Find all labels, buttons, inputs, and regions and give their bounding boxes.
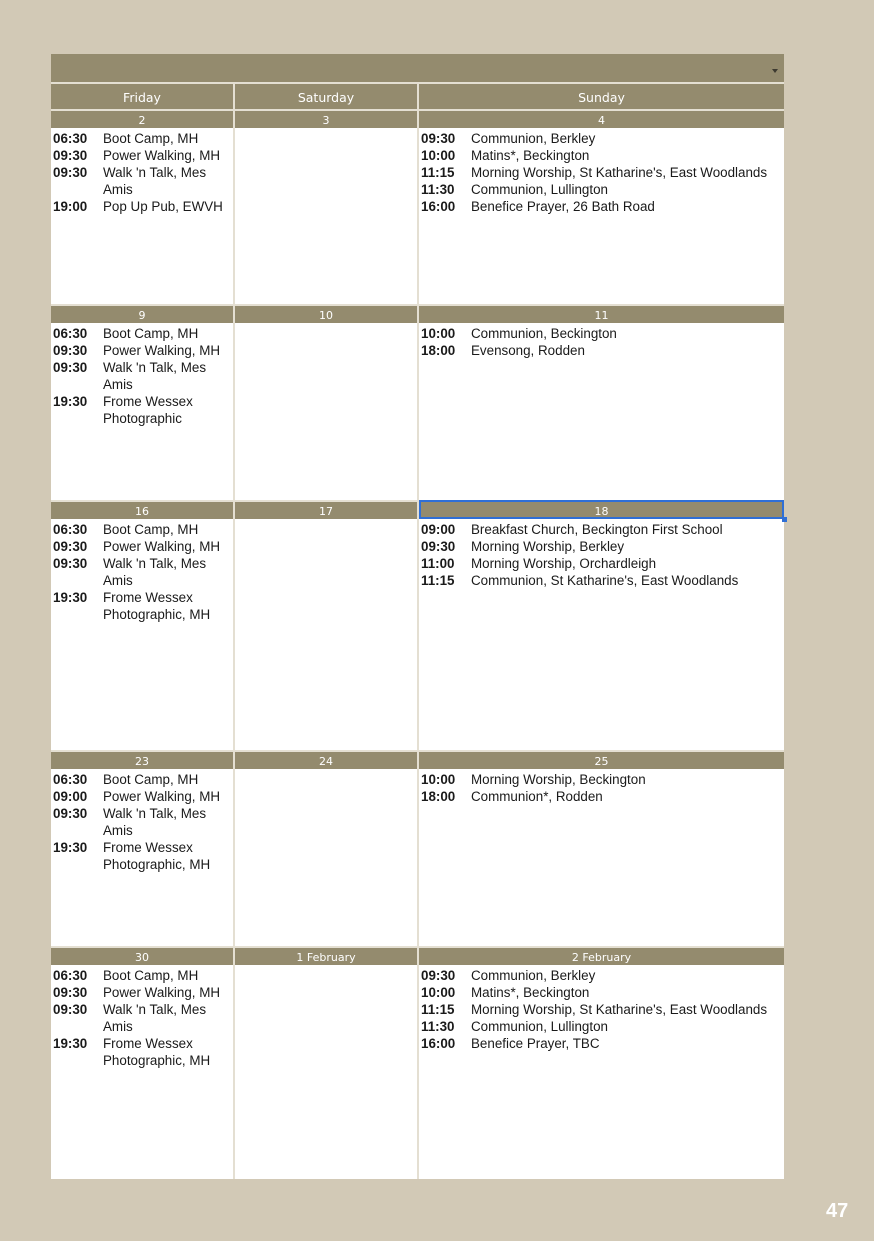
event-description: Boot Camp, MH: [103, 772, 199, 787]
event-time: 09:00: [53, 789, 88, 804]
date-cell[interactable]: 11: [419, 304, 784, 323]
event-description: Walk 'n Talk, Mes Amis: [103, 360, 207, 392]
event-entry: [421, 147, 784, 164]
event-entry: [421, 1035, 784, 1052]
date-row: [51, 946, 784, 965]
event-time: 18:00: [421, 789, 456, 804]
day-header-friday: Friday: [51, 82, 235, 109]
event-time: 09:30: [421, 131, 456, 146]
event-entry: [53, 538, 233, 555]
event-time: 10:00: [421, 326, 456, 341]
event-time: 09:30: [421, 539, 456, 554]
event-time: 06:30: [53, 968, 88, 983]
event-entry: [421, 572, 784, 589]
date-row: [51, 500, 784, 519]
event-description: Matins*, Beckington: [471, 985, 590, 1000]
event-entry: [421, 342, 784, 359]
date-cell[interactable]: 25: [419, 750, 784, 769]
event-description: Morning Worship, St Katharine's, East Woodlands: [471, 1002, 768, 1017]
event-description: Communion, Lullington: [471, 182, 608, 197]
event-description: Boot Camp, MH: [103, 131, 199, 146]
day-cell-sunday[interactable]: [419, 519, 784, 750]
event-entry: [421, 771, 784, 788]
event-description: Walk 'n Talk, Mes Amis: [103, 165, 207, 197]
event-time: 11:15: [421, 573, 455, 588]
event-time: 11:00: [421, 556, 455, 571]
event-entry: [421, 198, 784, 215]
event-time: 19:30: [53, 840, 88, 855]
event-description: Pop Up Pub, EWVH: [103, 199, 223, 214]
date-cell[interactable]: 24: [235, 750, 419, 769]
event-description: Breakfast Church, Beckington First School: [471, 522, 723, 537]
event-time: 19:00: [53, 199, 88, 214]
event-entry: [53, 342, 233, 359]
event-time: 09:30: [53, 985, 88, 1000]
day-cell-friday[interactable]: [51, 128, 235, 304]
event-time: 09:30: [53, 539, 88, 554]
event-time: 10:00: [421, 772, 456, 787]
event-time: 09:30: [53, 343, 88, 358]
event-time: 09:30: [421, 968, 456, 983]
event-time: 19:30: [53, 394, 88, 409]
event-time: 10:00: [421, 148, 456, 163]
event-description: Boot Camp, MH: [103, 968, 199, 983]
event-description: Communion, St Katharine's, East Woodlands: [471, 573, 739, 588]
event-description: Communion, Lullington: [471, 1019, 608, 1034]
date-cell[interactable]: 16: [51, 500, 235, 519]
date-cell[interactable]: 1 February: [235, 946, 419, 965]
day-header-sunday: Sunday: [419, 82, 784, 109]
day-cell-friday[interactable]: [51, 965, 235, 1179]
day-cell-sunday[interactable]: [419, 323, 784, 500]
event-entry: [53, 805, 233, 839]
event-description: Boot Camp, MH: [103, 326, 199, 341]
event-description: Morning Worship, St Katharine's, East Woodlands: [471, 165, 768, 180]
day-cell-saturday[interactable]: [235, 769, 419, 946]
event-description: Boot Camp, MH: [103, 522, 199, 537]
event-entry: [53, 1001, 233, 1035]
event-description: Walk 'n Talk, Mes Amis: [103, 806, 207, 838]
event-time: 09:30: [53, 148, 88, 163]
event-description: Communion, Berkley: [471, 968, 596, 983]
date-cell[interactable]: 2 February: [419, 946, 784, 965]
event-time: 09:00: [421, 522, 456, 537]
weeks-container: [51, 109, 784, 1179]
event-time: 09:30: [53, 806, 88, 821]
day-cell-friday[interactable]: [51, 519, 235, 750]
event-entry: [53, 359, 233, 393]
day-cell-saturday[interactable]: [235, 519, 419, 750]
event-entry: [53, 198, 233, 215]
event-entry: [421, 538, 784, 555]
date-cell[interactable]: 23: [51, 750, 235, 769]
event-entry: [53, 788, 233, 805]
event-description: Frome Wessex Photographic: [103, 394, 193, 426]
event-entry: [53, 147, 233, 164]
date-cell[interactable]: 4: [419, 109, 784, 128]
event-time: 11:30: [421, 182, 455, 197]
event-time: 09:30: [53, 556, 88, 571]
event-time: 18:00: [421, 343, 456, 358]
date-cell[interactable]: 9: [51, 304, 235, 323]
day-cell-saturday[interactable]: [235, 965, 419, 1179]
event-entry: [421, 1018, 784, 1035]
event-description: Communion*, Rodden: [471, 789, 603, 804]
event-entry: [53, 325, 233, 342]
event-description: Frome Wessex Photographic, MH: [103, 590, 211, 622]
event-time: 11:15: [421, 1002, 455, 1017]
day-cell-friday[interactable]: [51, 769, 235, 946]
event-entry: [421, 967, 784, 984]
event-description: Morning Worship, Berkley: [471, 539, 625, 554]
events-row: [51, 965, 784, 1179]
day-header-saturday: Saturday: [235, 82, 419, 109]
events-row: [51, 323, 784, 500]
date-cell[interactable]: 3: [235, 109, 419, 128]
event-entry: [53, 771, 233, 788]
event-entry: [53, 984, 233, 1001]
event-description: Benefice Prayer, TBC: [471, 1036, 600, 1051]
sheet-toolbar: [51, 54, 784, 82]
event-description: Frome Wessex Photographic, MH: [103, 1036, 211, 1068]
event-entry: [53, 967, 233, 984]
event-time: 16:00: [421, 1036, 456, 1051]
event-entry: [53, 1035, 233, 1069]
event-description: Power Walking, MH: [103, 148, 221, 163]
event-description: Benefice Prayer, 26 Bath Road: [471, 199, 655, 214]
event-description: Power Walking, MH: [103, 539, 221, 554]
events-row: [51, 128, 784, 304]
event-time: 09:30: [53, 1002, 88, 1017]
date-row: [51, 750, 784, 769]
date-cell[interactable]: 30: [51, 946, 235, 965]
event-entry: [421, 788, 784, 805]
event-description: Communion, Berkley: [471, 131, 596, 146]
event-time: 11:15: [421, 165, 455, 180]
event-time: 19:30: [53, 1036, 88, 1051]
event-description: Communion, Beckington: [471, 326, 617, 341]
day-cell-sunday[interactable]: [419, 128, 784, 304]
event-time: 16:00: [421, 199, 456, 214]
event-description: Power Walking, MH: [103, 789, 221, 804]
event-time: 19:30: [53, 590, 88, 605]
event-entry: [53, 130, 233, 147]
event-time: 06:30: [53, 522, 88, 537]
event-entry: [421, 130, 784, 147]
event-entry: [53, 393, 233, 427]
event-description: Walk 'n Talk, Mes Amis: [103, 556, 207, 588]
event-entry: [421, 984, 784, 1001]
day-cell-saturday[interactable]: [235, 128, 419, 304]
event-description: Power Walking, MH: [103, 343, 221, 358]
event-description: Evensong, Rodden: [471, 343, 585, 358]
day-cell-sunday[interactable]: [419, 965, 784, 1179]
date-row: [51, 109, 784, 128]
event-time: 06:30: [53, 131, 88, 146]
event-entry: [421, 555, 784, 572]
event-description: Morning Worship, Beckington: [471, 772, 646, 787]
event-entry: [53, 521, 233, 538]
day-cell-sunday[interactable]: [419, 769, 784, 946]
date-cell[interactable]: 18: [419, 500, 784, 519]
events-row: [51, 769, 784, 946]
event-description: Matins*, Beckington: [471, 148, 590, 163]
event-description: Frome Wessex Photographic, MH: [103, 840, 211, 872]
event-time: 11:30: [421, 1019, 455, 1034]
event-entry: [421, 181, 784, 198]
event-time: 09:30: [53, 360, 88, 375]
event-entry: [421, 1001, 784, 1018]
date-row: [51, 304, 784, 323]
date-cell[interactable]: 10: [235, 304, 419, 323]
weekday-header-row: [51, 82, 784, 109]
dropdown-arrow-icon[interactable]: [772, 69, 778, 73]
event-entry: [53, 164, 233, 198]
event-time: 10:00: [421, 985, 456, 1000]
day-cell-saturday[interactable]: [235, 323, 419, 500]
event-time: 06:30: [53, 772, 88, 787]
event-entry: [53, 555, 233, 589]
date-cell[interactable]: 17: [235, 500, 419, 519]
event-description: Morning Worship, Orchardleigh: [471, 556, 657, 571]
event-description: Power Walking, MH: [103, 985, 221, 1000]
event-entry: [53, 589, 233, 623]
calendar-sheet: [51, 54, 784, 1179]
event-entry: [421, 521, 784, 538]
event-time: 06:30: [53, 326, 88, 341]
events-row: [51, 519, 784, 750]
event-time: 09:30: [53, 165, 88, 180]
event-entry: [421, 164, 784, 181]
date-cell[interactable]: 2: [51, 109, 235, 128]
event-entry: [421, 325, 784, 342]
page-number: 47: [826, 1200, 849, 1222]
event-description: Walk 'n Talk, Mes Amis: [103, 1002, 207, 1034]
event-entry: [53, 839, 233, 873]
day-cell-friday[interactable]: [51, 323, 235, 500]
